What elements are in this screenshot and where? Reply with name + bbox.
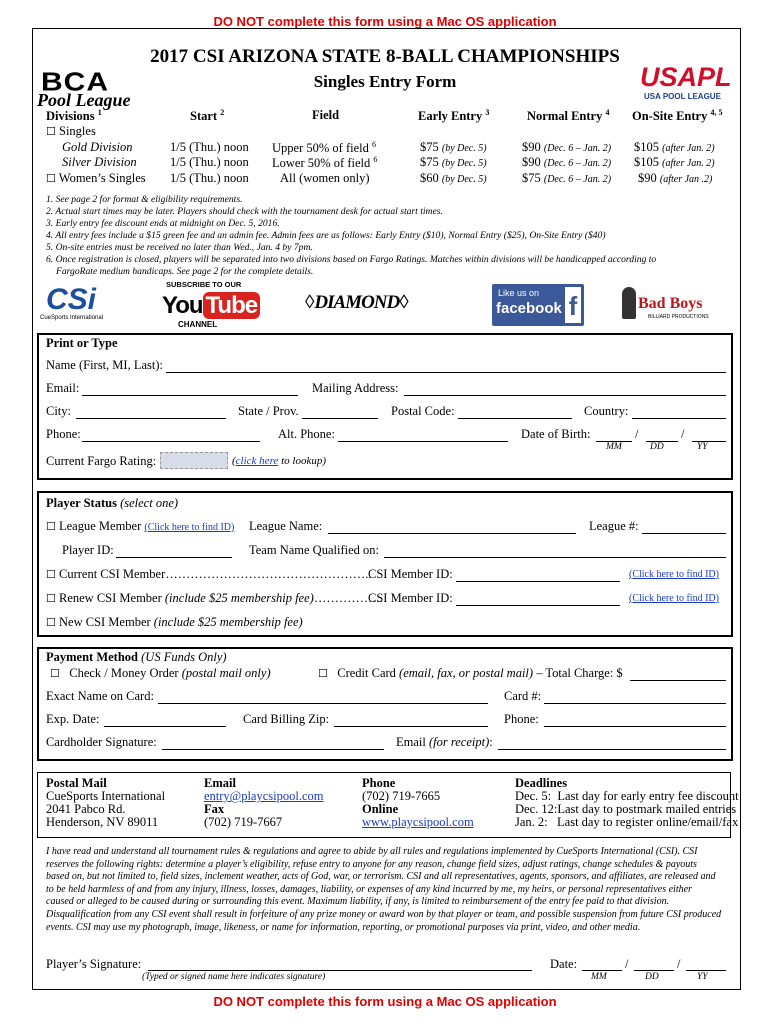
phone-field[interactable] [82,441,260,442]
warning-top: DO NOT complete this form using a Mac OS application [213,14,557,29]
card-phone-field[interactable] [544,726,726,727]
checkbox-icon: ☐ [46,172,56,185]
website-link[interactable]: www.playcsipool.com [362,815,474,829]
renew-csi-id-field[interactable] [456,605,620,606]
cardholder-signature-field[interactable] [162,749,384,750]
league-member-checkbox[interactable]: ☐ League Member (Click here to find ID) [46,519,235,533]
figure-icon [622,287,636,319]
facebook-logo[interactable]: Like us on facebook f [492,284,584,326]
alt-phone-field[interactable] [338,441,508,442]
checkbox-icon: ☐ [46,520,56,533]
find-league-id-link: (Click here to find ID) [144,522,235,533]
billing-zip-field[interactable] [334,726,488,727]
footnote: FargoRate medium handicaps. See page 2 for the complete details. [56,266,314,277]
email-field[interactable] [82,395,298,396]
footnote: 4. All entry fees include a $15 green fee and an admin fee. Admin fees are as follows: Early Entry ($10), Normal Entry ($25), On-Site Entry ($40) [46,230,606,241]
bad-boys-logo[interactable]: Bad Boys BILLIARD PRODUCTIONS [622,287,722,327]
section-heading: Payment Method (US Funds Only) [46,650,227,664]
state-field[interactable] [302,418,378,419]
find-csi-id-link[interactable]: (Click here to find ID) [629,593,719,604]
mailing-address-field[interactable] [404,395,726,396]
postal-code-field[interactable] [458,418,572,419]
warning-bottom: DO NOT complete this form using a Mac OS application [213,994,557,1009]
checkbox-icon: ☐ [46,568,56,581]
league-name-field[interactable] [328,533,576,534]
current-csi-checkbox[interactable]: ☐ Current CSI Member………………………………………….. [46,567,372,581]
league-number-field[interactable] [642,533,726,534]
header-divisions: Divisions $^1$ [46,108,102,124]
csi-logo[interactable]: CSi CueSports International [40,283,104,321]
signature-month-field[interactable] [582,970,622,971]
check-money-order-checkbox[interactable]: ☐ Check / Money Order (postal mail only) [50,666,271,680]
checkbox-icon: ☐ [46,592,56,605]
csi-id-field[interactable] [456,581,620,582]
footnote: 6. Once registration is closed, players will be separated into two divisions based on Fargo Ratings. Matches within divisions will be handicapped according to [46,254,657,265]
checkbox-icon: ☐ [50,667,60,680]
youtube-logo[interactable]: SUBSCRIBE TO OUR You Tube CHANNEL [160,280,270,332]
header-field: Field [312,108,340,122]
usapl-logo: USAPL USA POOL LEAGUE [640,62,732,101]
page-subtitle: Singles Entry Form [313,72,457,91]
facebook-icon: f [565,287,581,323]
footnote: 3. Early entry fee discount ends at midnight on Dec. 5, 2016. [46,218,280,229]
card-name-field[interactable] [158,703,488,704]
header-normal-entry: Normal Entry $^4$ [527,108,610,124]
credit-card-checkbox[interactable]: ☐ Credit Card (email, fax, or postal mail) – Total Charge: $ [318,666,623,680]
total-charge-field[interactable] [630,680,726,681]
signature-day-field[interactable] [634,970,674,971]
header-start: Start $^2$ [190,108,225,124]
signature-year-field[interactable] [686,970,726,971]
page-title: 2017 CSI ARIZONA STATE 8-BALL CHAMPIONSHIPS [150,46,620,67]
legal-disclaimer: I have read and understand all tournament rules & regulations and agree to abide by all rules and regulations implemented by CueSports International (CSI). CSI reserves the following rights: determine a player’s eligibility, refuse entry to anyone for any reason, change field sizes, adjust ratings, change schedules & payouts based on, but not limited to, field sizes, inclement weather, acts of God, war, or terrorism. CSI and all representatives, agents, sponsors, and affiliates, are released and to be held harmless of and from any injury, illness, losses, damages, liability, or expenses of any kind incurred by me, my heirs, or personal representatives either caused or alleged to be caused during or surrounding this event. Maximum liability, if any, is limited to reimbursement of the entry fee paid to that division. Disqualification from any CSI event shall result in forfeiture of any prize money or award won by that player or team, and possible suspension from future CSI produced events. CSI may use my photograph, image, likeness, or name for information, reporting, or promotional purposes via print, video, and other media. [46,846,722,933]
exp-date-field[interactable] [104,726,226,727]
fargo-lookup-link[interactable]: click here [235,455,279,467]
city-field[interactable] [76,418,226,419]
footnote: 5. On-site entries must be received no later than Wed., Jan. 4 by 7pm. [46,242,313,253]
section-heading: Player Status (select one) [46,496,179,510]
renew-csi-checkbox[interactable]: ☐ Renew CSI Member (include $25 membership fee)…………….. [46,591,383,605]
bca-pool-league-logo: BCA Pool League [37,68,131,110]
footnote: 2. Actual start times may be later. Players should check with the tournament desk for actual start times. [46,206,443,217]
new-csi-checkbox[interactable]: ☐ New CSI Member (include $25 membership fee) [46,615,303,629]
header-onsite-entry: On-Site Entry $^{4, 5}$ [632,108,723,124]
player-signature-field[interactable] [148,970,532,971]
diamond-logo[interactable]: ◊DIAMOND◊ [305,292,409,313]
entry-email-link[interactable]: entry@playcsipool.com [204,789,324,803]
card-number-field[interactable] [544,703,726,704]
checkbox-icon: ☐ [46,125,56,138]
section-heading: Print or Type [46,336,118,350]
country-field[interactable] [632,418,726,419]
checkbox-icon: ☐ [318,667,328,680]
singles-checkbox[interactable]: ☐ Singles [46,124,96,138]
receipt-email-field[interactable] [498,749,726,750]
find-csi-id-link[interactable]: (Click here to find ID) [629,569,719,580]
name-field[interactable] [166,372,726,373]
fargo-rating-field[interactable] [160,452,228,469]
header-early-entry: Early Entry $^3$ [418,108,490,124]
footnote: 1. See page 2 for format & eligibility requirements. [46,194,243,205]
checkbox-icon: ☐ [46,616,56,629]
player-id-field[interactable] [116,557,232,558]
team-name-field[interactable] [384,557,726,558]
